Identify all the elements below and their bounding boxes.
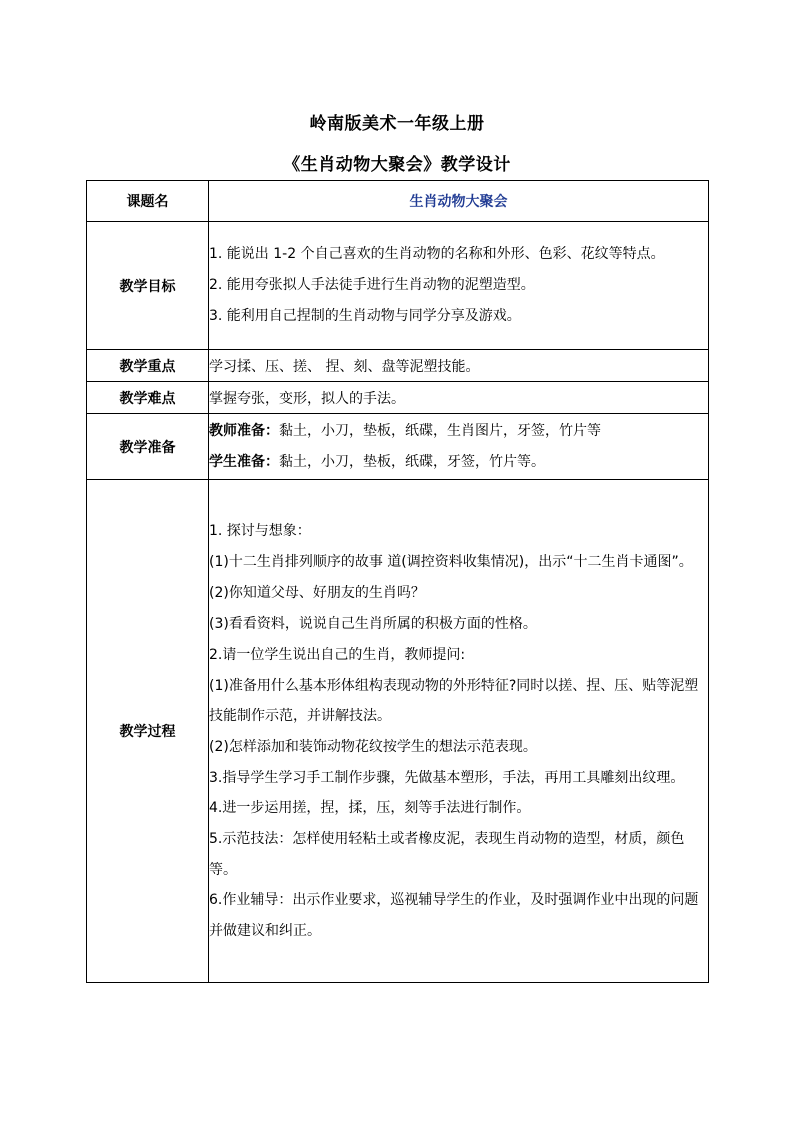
- process-step: 5.示范技法：怎样使用轻粘土或者橡皮泥，表现生肖动物的造型，材质，颜色等。: [209, 831, 685, 878]
- student-prep-text: 黏土，小刀，垫板，纸碟，牙签，竹片等。: [279, 453, 545, 470]
- process-step: (3)看看资料，说说自己生肖所属的积极方面的性格。: [209, 615, 537, 632]
- process-label: 教学过程: [87, 480, 209, 983]
- table-row-process: [87, 480, 709, 983]
- key-points-label: 教学重点: [87, 350, 209, 382]
- process-step: (2)你知道父母、好朋友的生肖吗？: [209, 584, 425, 601]
- table-row-key-points: [87, 350, 709, 382]
- teacher-prep-line: [209, 416, 708, 447]
- process-step: (1)准备用什么基本形体组构表现动物的外形特征?同时以搓、捏、压、贴等泥塑技能制作示范，并讲解技法。: [209, 677, 699, 724]
- topic-value: 生肖动物大聚会: [209, 181, 709, 222]
- teacher-prep-text: 黏土，小刀，垫板，纸碟，生肖图片，牙签，竹片等: [279, 422, 601, 439]
- process-step: 1. 探讨与想象：: [209, 523, 311, 539]
- goal-item: 3. 能利用自己捏制的生肖动物与同学分享及游戏。: [209, 307, 521, 324]
- difficulties-text: 掌握夸张，变形，拟人的手法。: [209, 382, 709, 414]
- teacher-prep-heading: 教师准备：: [209, 422, 279, 439]
- preparation-cell: [209, 414, 709, 480]
- process-step: (2)怎样添加和装饰动物花纹按学生的想法示范表现。: [209, 738, 537, 755]
- difficulties-label: 教学难点: [87, 382, 209, 414]
- student-prep-line: [209, 447, 708, 478]
- table-row-goals: [87, 222, 709, 350]
- document-title: 岭南版美术一年级上册: [309, 114, 485, 134]
- goals-label: 教学目标: [87, 222, 209, 350]
- process-step: (1)十二生肖排列顺序的故事 道(调控资料收集情况)，出示“十二生肖卡通图”。: [209, 554, 693, 570]
- topic-label: 课题名: [87, 181, 209, 222]
- student-prep-heading: 学生准备：: [209, 453, 279, 470]
- process-step: 6.作业辅导：出示作业要求，巡视辅导学生的作业，及时强调作业中出现的问题并做建议和纠正。: [209, 892, 699, 939]
- table-row-preparation: [87, 414, 709, 480]
- goal-item: 2. 能用夸张拟人手法徒手进行生肖动物的泥塑造型。: [209, 276, 535, 293]
- document-subtitle: 《生肖动物大聚会》教学设计: [283, 155, 511, 175]
- lesson-plan-table: [86, 180, 709, 983]
- goals-cell: [209, 222, 709, 350]
- table-row-topic: [87, 181, 709, 222]
- process-cell: [209, 480, 709, 983]
- table-row-difficulties: [87, 382, 709, 414]
- goal-item: 1. 能说出 1-2 个自己喜欢的生肖动物的名称和外形、色彩、花纹等特点。: [209, 246, 665, 263]
- process-step: 2.请一位学生说出自己的生肖，教师提问:: [209, 646, 466, 663]
- process-step: 4.进一步运用搓，捏，揉，压，刻等手法进行制作。: [209, 800, 531, 816]
- preparation-label: 教学准备: [87, 414, 209, 480]
- process-step: 3.指导学生学习手工制作步骤，先做基本塑形，手法，再用工具雕刻出纹理。: [209, 769, 685, 786]
- key-points-text: 学习揉、压、搓、 捏、刻、盘等泥塑技能。: [209, 350, 709, 382]
